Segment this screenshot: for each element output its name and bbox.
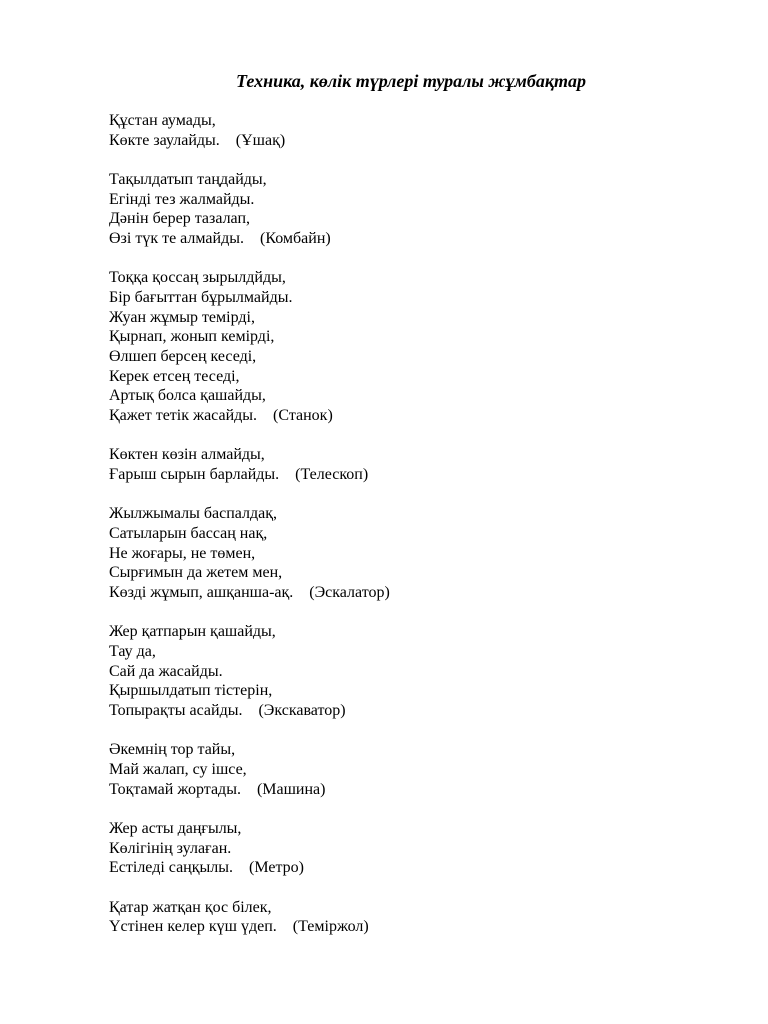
riddle-answer: (Метро) [249, 859, 304, 877]
riddle-line [109, 642, 729, 662]
riddle-line-text: Көлігінің зулаған. [109, 839, 232, 857]
riddle-answer: (Эскалатор) [309, 584, 390, 602]
riddle-line-text: Қыршылдатып тістерін, [109, 682, 273, 700]
riddle-line [109, 367, 729, 387]
riddle-line-text: Үстінен келер күш үдеп. [109, 918, 277, 936]
riddle-line [109, 563, 729, 583]
riddle-line [109, 760, 729, 780]
riddle-line-text: Ғарыш сырын барлайды. [109, 466, 280, 484]
riddle-line-text: Бір бағыттан бұрылмайды. [109, 288, 293, 306]
riddle-line-text: Жер қатпарын қашайды, [109, 623, 276, 641]
riddle-line [109, 111, 729, 131]
riddle-line [109, 406, 729, 426]
riddle-line-text: Көкте заулайды. [109, 131, 220, 149]
riddle-block [109, 622, 729, 721]
riddle-line-text: Тақылдатып таңдайды, [109, 170, 267, 188]
riddle-line-text: Құстан аумады, [109, 112, 216, 129]
riddle-line-text: Қырнап, жонып кемірді, [109, 328, 275, 346]
riddle-line [109, 229, 729, 249]
riddle-line-text: Не жоғары, не төмен, [109, 544, 256, 562]
riddle-line-text: Сырғимын да жетем мен, [109, 564, 283, 582]
riddle-line [109, 465, 729, 485]
riddle-list [109, 111, 729, 956]
riddle-line [109, 662, 729, 682]
riddle-line-text: Артық болса қашайды, [109, 387, 266, 405]
riddle-answer: (Телескоп) [295, 466, 369, 484]
page-title: Техника, көлік түрлері туралы жұмбақтар [236, 71, 586, 91]
riddle-block [109, 740, 729, 799]
riddle-line-text: Қажет тетік жасайды. [109, 407, 258, 425]
riddle-line [109, 839, 729, 859]
riddle-line-text: Жылжымалы баспалдақ, [109, 505, 278, 523]
riddle-line-text: Тоқтамай жортады. [109, 780, 241, 798]
riddle-line [109, 780, 729, 800]
riddle-line [109, 268, 729, 288]
riddle-answer: (Машина) [256, 780, 326, 798]
riddle-line-text: Топырақты асайды. [109, 702, 243, 720]
riddle-line-text: Көзді жұмып, ашқанша-ақ. [109, 584, 294, 602]
riddle-line-text: Жуан жұмыр темірді, [109, 308, 255, 326]
riddle-line [109, 347, 729, 367]
riddle-line [109, 701, 729, 721]
riddle-line [109, 544, 729, 564]
riddle-line [109, 308, 729, 328]
riddle-answer: (Станок) [273, 407, 333, 425]
riddle-line-text: Өзі түк те алмайды. [109, 230, 244, 248]
riddle-line [109, 819, 729, 839]
riddle-answer: (Комбайн) [259, 230, 331, 248]
riddle-line-text: Керек етсең теседі, [109, 367, 240, 385]
riddle-block [109, 445, 729, 484]
riddle-line [109, 209, 729, 229]
riddle-line [109, 858, 729, 878]
riddle-line [109, 681, 729, 701]
riddle-line-text: Май жалап, су ішсе, [109, 760, 247, 778]
riddle-line-text: Дәнін берер тазалап, [109, 210, 251, 228]
riddle-line [109, 288, 729, 308]
riddle-line [109, 386, 729, 406]
riddle-line-text: Сатыларын бассаң нақ, [109, 524, 268, 542]
riddle-line-text: Тау да, [109, 642, 156, 660]
riddle-line [109, 917, 729, 937]
riddle-block [109, 898, 729, 937]
riddle-line [109, 327, 729, 347]
riddle-line-text: Өлшеп берсең кеседі, [109, 348, 257, 366]
riddle-line [109, 190, 729, 210]
riddle-line [109, 170, 729, 190]
riddle-line-text: Егінді тез жалмайды. [109, 190, 255, 208]
riddle-line [109, 445, 729, 465]
riddle-block [109, 819, 729, 878]
riddle-line [109, 898, 729, 918]
riddle-line-text: Қатар жатқан қос білек, [109, 898, 272, 916]
riddle-line-text: Естіледі саңқылы. [109, 859, 233, 877]
riddle-answer: (Ұшақ) [235, 131, 286, 149]
riddle-line-text: Жер асты даңғылы, [109, 819, 242, 837]
riddle-block [109, 170, 729, 249]
riddle-line [109, 622, 729, 642]
riddle-line-text: Әкемнің тор тайы, [109, 741, 236, 759]
riddle-line [109, 524, 729, 544]
riddle-line [109, 740, 729, 760]
riddle-answer: (Теміржол) [292, 918, 369, 936]
riddle-block [109, 268, 729, 426]
riddle-answer: (Экскаватор) [258, 702, 346, 720]
riddle-block [109, 111, 729, 150]
riddle-block [109, 504, 729, 603]
riddle-line-text: Көктен көзін алмайды, [109, 446, 265, 464]
riddle-line-text: Сай да жасайды. [109, 662, 223, 680]
riddle-line [109, 504, 729, 524]
riddle-line-text: Тоққа қоссаң зырылдйды, [109, 269, 286, 287]
riddle-line [109, 583, 729, 603]
riddle-line [109, 131, 729, 151]
